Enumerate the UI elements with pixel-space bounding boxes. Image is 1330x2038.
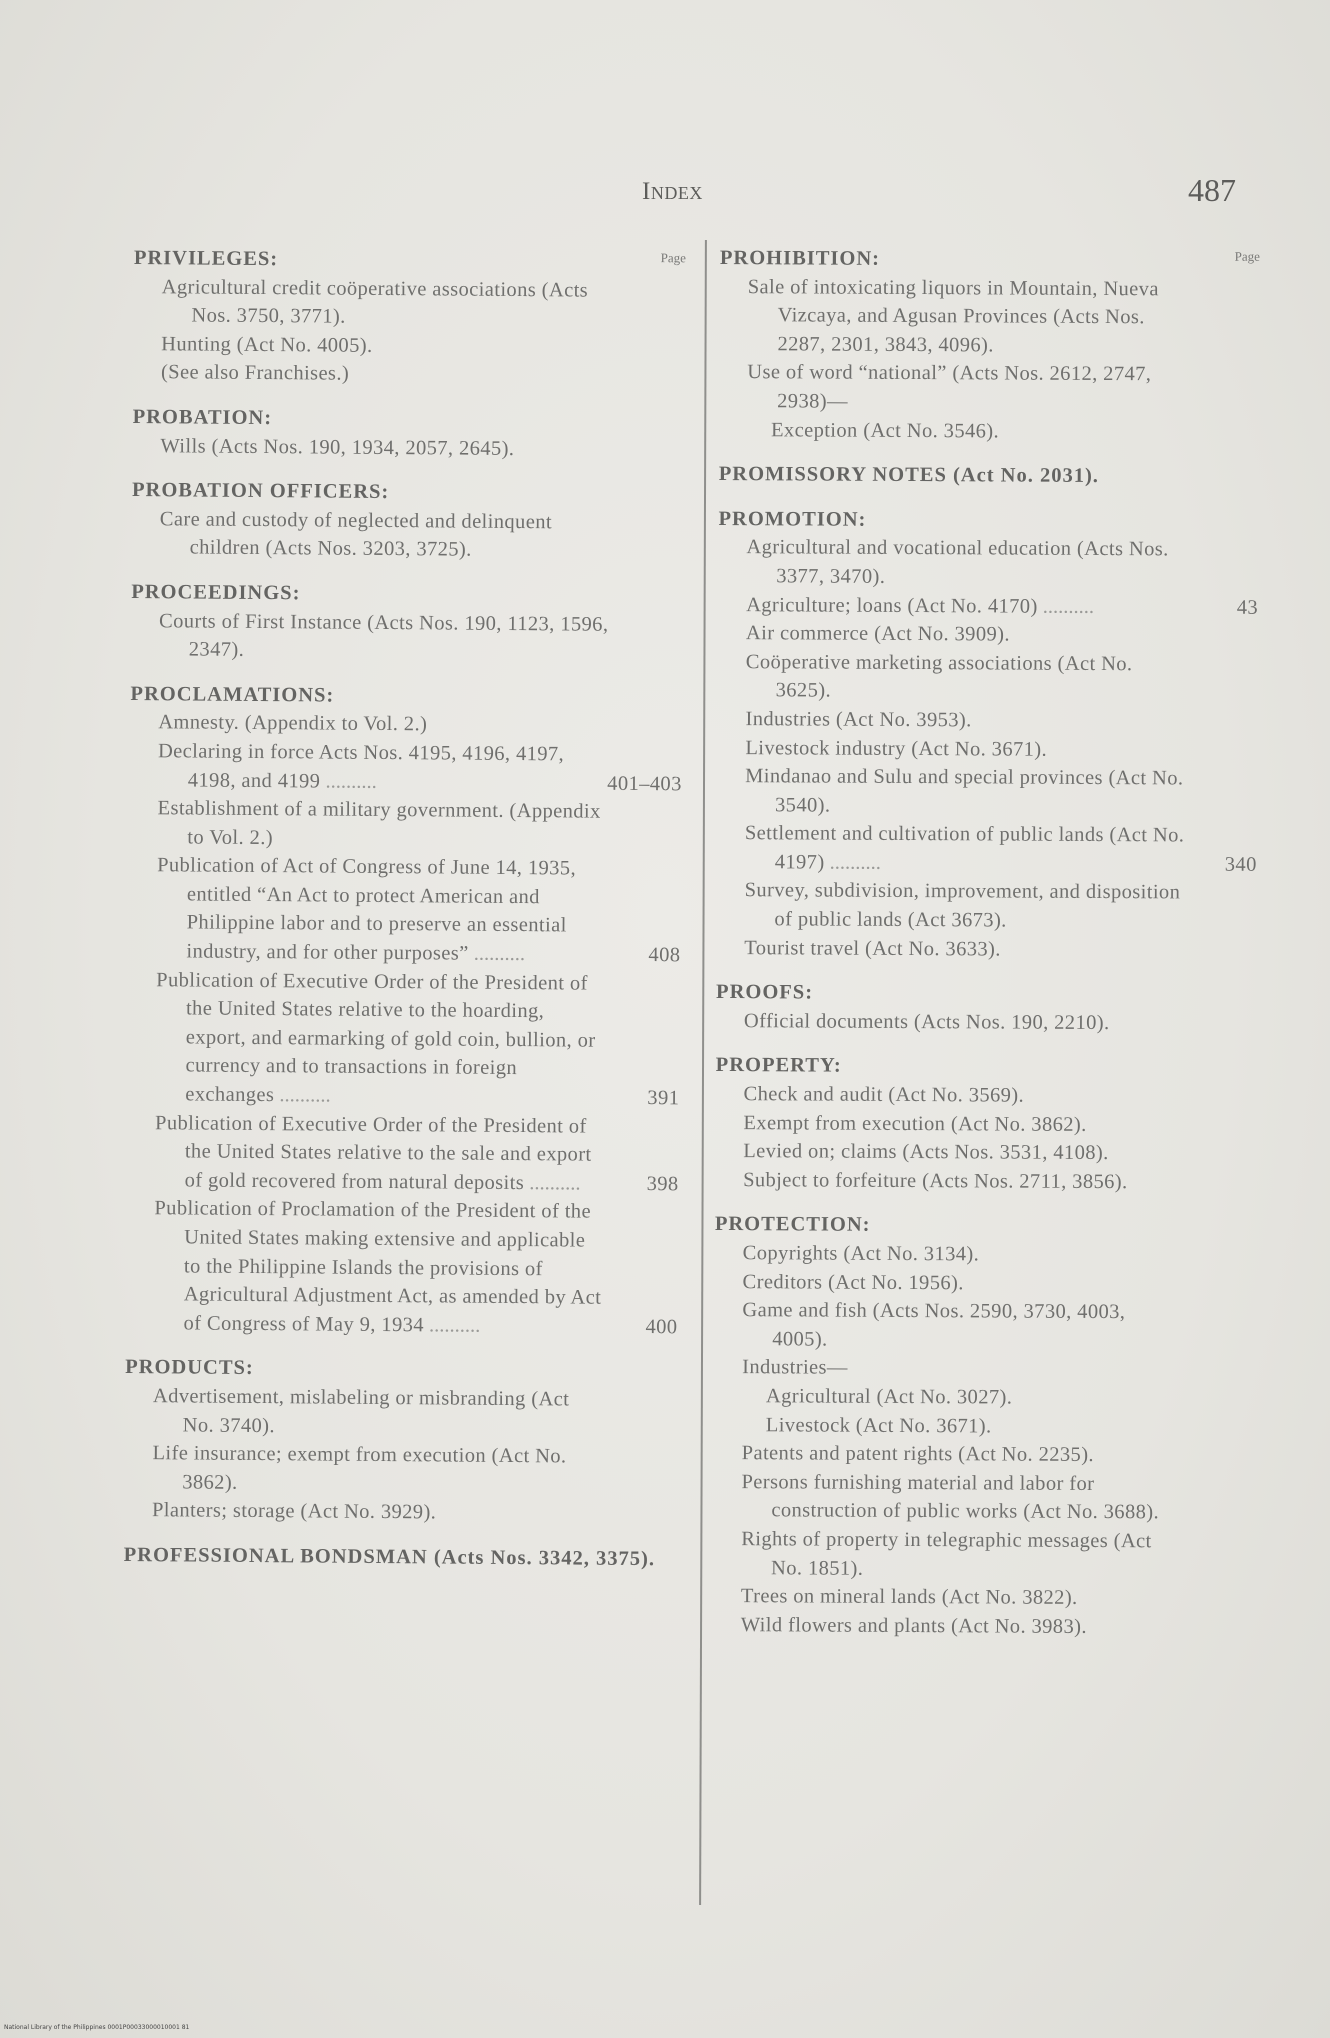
entry-text: Patents and patent rights (Act No. 2235). (741, 1442, 1095, 1467)
entry-text: Creditors (Act No. 1956). (742, 1270, 964, 1294)
running-title: Index (642, 178, 703, 205)
index-entry (716, 876, 1256, 936)
index-entry (719, 273, 1259, 362)
index-entry (133, 358, 685, 391)
entry-text: Life insurance; exempt from execution (Act No. 3862). (152, 1442, 567, 1494)
leader-dots: .......... (320, 769, 377, 793)
entry-text: Agricultural (Act No. 3027). (765, 1385, 1013, 1409)
entry-text: Exception (Act No. 3546). (770, 418, 1000, 443)
index-heading: PROMOTION: (718, 507, 867, 531)
entry-text: Levied on; claims (Acts Nos. 3531, 4108). (743, 1140, 1109, 1165)
index-entry (713, 1468, 1253, 1528)
index-entry (125, 1194, 678, 1341)
index-entry (130, 708, 682, 741)
page-header (0, 172, 1330, 212)
footer-credit: National Library of the Philippines 0001P00033000010001 81 (4, 2024, 190, 2031)
entry-text: Coöperative marketing associations (Act No. 3625). (745, 650, 1133, 702)
index-entry (715, 1109, 1255, 1140)
index-entry (717, 705, 1257, 736)
leader-dots: .......... (1037, 595, 1095, 618)
index-entry (714, 1382, 1254, 1413)
index-entry (715, 1080, 1255, 1111)
entry-text: Sale of intoxicating liquors in Mountain, Nueva Vizcaya, and Agusan Provinces (Acts Nos. 2287, 2301, 3843, 4096). (747, 275, 1159, 357)
entry-text: Agricultural and vocational education (Acts Nos. 3377, 3470). (746, 536, 1169, 588)
index-entry (714, 1296, 1254, 1356)
entry-text: Publication of Executive Order of the President of the United States relative to the sale and export of gold recovered from natural deposits (155, 1111, 592, 1194)
entry-text: Agricultural credit coöperative associations (Acts Nos. 3750, 3771). (161, 275, 589, 328)
leader-dots: .......... (524, 1171, 581, 1195)
entry-page: 408 (648, 944, 681, 967)
entry-text: Rights of property in telegraphic messages (Act No. 1851). (741, 1528, 1152, 1580)
index-entry (716, 1007, 1256, 1038)
index-heading: PRODUCTS: (125, 1356, 254, 1380)
index-entry (713, 1525, 1253, 1585)
index-entry (715, 1239, 1255, 1270)
entry-text: Subject to forfeiture (Acts Nos. 2711, 3856). (743, 1168, 1128, 1193)
index-entry (125, 1382, 677, 1444)
entry-text: Wills (Acts Nos. 190, 1934, 2057, 2645). (160, 434, 515, 460)
index-entry (132, 505, 684, 567)
entry-text: Advertisement, mislabeling or misbranding (Act No. 3740). (152, 1385, 570, 1437)
entry-page: 43 (1236, 596, 1259, 619)
index-entry (133, 330, 685, 363)
index-entry (718, 591, 1258, 622)
entry-text: Livestock (Act No. 3671). (765, 1413, 992, 1438)
index-entry (719, 358, 1259, 418)
index-entry (715, 1137, 1255, 1168)
index-heading: PROOFS: (716, 981, 814, 1004)
index-entry (127, 1109, 680, 1199)
index-entry (124, 1439, 676, 1501)
entry-text: Industries (Act No. 3953). (745, 708, 972, 732)
index-heading: PROFESSIONAL BONDSMAN (Acts Nos. 3342, 3375). (123, 1543, 656, 1571)
entry-text: Mindanao and Sulu and special provinces (Act No. 3540). (745, 765, 1184, 817)
index-entry (718, 533, 1258, 593)
entry-text: Establishment of a military government. (Appendix to Vol. 2.) (157, 797, 601, 849)
index-entry (127, 966, 680, 1113)
entry-text: Game and fish (Acts Nos. 2590, 3730, 4003, 4005). (742, 1299, 1126, 1351)
entry-text: Care and custody of neglected and delinquent children (Acts Nos. 3203, 3725). (159, 507, 553, 562)
entry-text: Check and audit (Act No. 3569). (743, 1083, 1025, 1107)
page-column-label: Page (660, 250, 686, 266)
entry-text: Livestock industry (Act No. 3671). (745, 736, 1048, 761)
index-heading: PROBATION: (132, 405, 273, 430)
entry-text: Exempt from execution (Act No. 3862). (743, 1111, 1087, 1136)
index-entry (133, 273, 685, 335)
entry-text: Industries— (742, 1356, 848, 1380)
index-entry (128, 851, 681, 970)
entry-text: Courts of First Instance (Acts Nos. 190, 1123, 1596, 2347). (158, 609, 609, 662)
page-number: 487 (1188, 172, 1236, 208)
index-entry (714, 1439, 1254, 1470)
leader-dots: .......... (274, 1084, 331, 1107)
index-entry (714, 1353, 1254, 1384)
index-heading: PROCEEDINGS: (131, 580, 301, 605)
entry-text: Planters; storage (Act No. 3929). (151, 1499, 437, 1524)
right-column (713, 244, 1260, 1642)
entry-text: Declaring in force Acts Nos. 4195, 4196, 4197, 4198, and 4199 (157, 740, 565, 792)
column-divider (699, 240, 707, 1905)
entry-text: Publication of Proclamation of the President of the United States making extensive and applicable to the Philippine Islands the provisions of Agricultural Adjustment Act, as amended by Act of Congress of May 9, 1934 (154, 1197, 602, 1337)
index-entry (713, 1611, 1253, 1642)
leader-dots: .......... (423, 1314, 481, 1337)
entry-text: Settlement and cultivation of public lands (Act No. 4197) (744, 822, 1185, 874)
index-heading: PROHIBITION: (719, 246, 881, 270)
index-entry (717, 733, 1257, 764)
index-heading: PROMISSORY NOTES (Act No. 2031). (718, 463, 1100, 488)
entry-page: 398 (646, 1172, 679, 1196)
index-entry (131, 607, 683, 669)
index-heading: PRIVILEGES: (133, 246, 279, 271)
index-entry (718, 648, 1258, 708)
index-heading: PROPERTY: (715, 1054, 842, 1078)
index-entry (714, 1411, 1254, 1442)
entry-text: (See also Franchises.) (160, 361, 350, 386)
entry-text: Official documents (Acts Nos. 190, 2210). (743, 1009, 1110, 1034)
entry-page: 401–403 (607, 772, 682, 795)
entry-page: 400 (645, 1315, 678, 1339)
index-entry (129, 794, 681, 856)
index-entry (719, 416, 1259, 447)
index-entry (716, 934, 1256, 965)
left-column (124, 244, 686, 1574)
entry-text: Persons furnishing material and labor for construction of public works (Act No. 3688). (741, 1470, 1160, 1524)
index-entry (124, 1496, 676, 1529)
entry-text: Amnesty. (Appendix to Vol. 2.) (158, 711, 428, 736)
index-heading: PROCLAMATIONS: (130, 682, 335, 707)
index-entry (717, 762, 1257, 822)
entry-text: Agriculture; loans (Act No. 4170) (746, 593, 1038, 618)
index-heading: PROTECTION: (714, 1213, 871, 1237)
entry-page: 391 (647, 1087, 680, 1110)
leader-dots: .......... (824, 851, 882, 874)
entry-text: Publication of Act of Congress of June 14, 1935, entitled “An Act to protect American and Philippine labor and to preserve an essential industry, and for other purposes” (157, 854, 577, 965)
index-entry (714, 1268, 1254, 1299)
entry-text: Use of word “national” (Acts Nos. 2612, 2747, 2938)— (747, 361, 1152, 413)
index-entry (717, 819, 1257, 879)
index-entry (713, 1582, 1253, 1613)
entry-text: Trees on mineral lands (Act No. 3822). (740, 1585, 1078, 1610)
index-heading: PROBATION OFFICERS: (131, 479, 390, 504)
entry-page: 340 (1224, 853, 1257, 876)
entry-text: Tourist travel (Act No. 3633). (744, 936, 1001, 961)
entry-text: Wild flowers and plants (Act No. 3983). (740, 1613, 1087, 1638)
entry-text: Survey, subdivision, improvement, and disposition of public lands (Act 3673). (744, 879, 1181, 932)
entry-text: Hunting (Act No. 4005). (161, 332, 373, 357)
index-entry (718, 619, 1258, 650)
index-entry (132, 432, 684, 465)
page-column-label: Page (1234, 248, 1260, 264)
entry-text: Copyrights (Act No. 3134). (742, 1242, 980, 1266)
leader-dots: .......... (468, 942, 526, 966)
index-entry (715, 1166, 1255, 1197)
entry-text: Publication of Executive Order of the President of the United States relative to the hoarding, export, and earmarking of gold coin, bullion, or currency and to transactions in foreign exchanges (156, 968, 596, 1107)
index-entry (130, 737, 682, 799)
entry-text: Air commerce (Act No. 3909). (745, 622, 1010, 646)
